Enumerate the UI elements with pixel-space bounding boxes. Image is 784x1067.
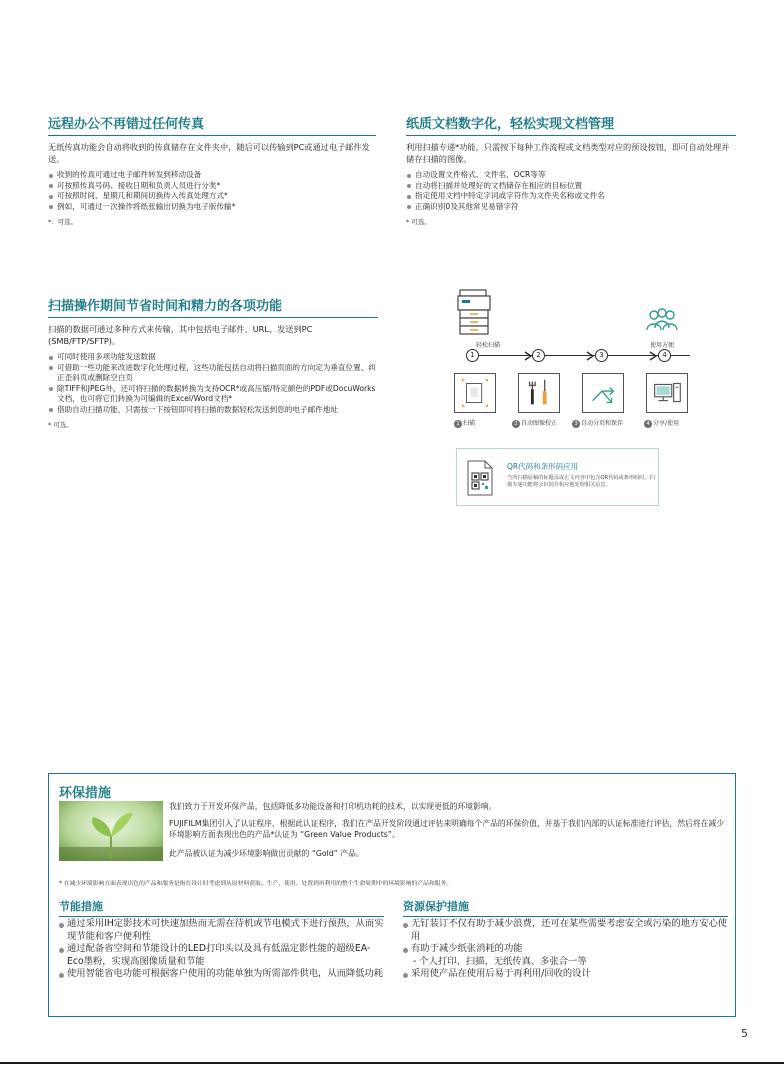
scan-title: 扫描操作期间节省时间和精力的各项功能: [48, 295, 378, 318]
resource-title: 资源保护措施: [403, 898, 728, 917]
qr-description: 当所扫描原稿的标题页或正文内容中包含QR代码或条形码时，扫描专递功能将会识别并相应地处理相关信息。: [507, 475, 655, 488]
list-item: 使用智能省电功能可根据客户使用的功能单独为所需部件供电，从而降低功耗: [59, 968, 384, 981]
computer-icon: [647, 374, 687, 412]
fax-title: 远程办公不再错过任何传真: [48, 113, 376, 136]
energy-list: [59, 918, 384, 981]
list-item: 可按照传真号码、接收日期和负责人员进行分类*: [48, 181, 376, 192]
list-item: 借助自动扫描功能，只需按一下按钮即可将扫描的数据轻松发送到您的电子邮件地址: [48, 405, 378, 416]
qr-document-icon: [467, 460, 493, 496]
env-footnote: * 在减少环境影响方面表现出色的产品和服务是指在设计时考虑到从原材料获取、生产、使用、处置到再利用的整个生命周期中的环境影响的产品和服务。: [59, 881, 453, 887]
list-item: 自动将扫描并处理好的文档储存在相应的目标位置: [406, 181, 736, 192]
step-caption: 2 自动图像校正: [512, 418, 557, 428]
step-number: 3: [595, 349, 608, 362]
digitize-note: * 可选。: [406, 218, 431, 226]
list-sub-item: - 个人打印、扫描、无纸传真、多张合一等: [413, 955, 587, 967]
step-caption: 1 扫描: [454, 418, 475, 428]
digitize-intro: 利用扫描专递*功能，只需按下每种工作流程或文档类型对应的预设按钮，即可自动处理并储存扫描的图像。: [406, 142, 730, 164]
list-item: 指定使用文档中特定字词或字符作为文件夹名称或文件名: [406, 191, 736, 202]
scan-bullets: [48, 352, 378, 415]
resource-list: [403, 918, 728, 981]
people-icon: [644, 308, 680, 332]
list-item: 自动设置文件格式、文件名、OCR等等: [406, 170, 736, 181]
arrow-right-icon: [585, 351, 595, 361]
fax-section: [48, 113, 376, 226]
list-item: 通过采用IH定影技术可快速加热而无需在待机或节电模式下进行预热，从而实现节能和客户便利性: [59, 918, 384, 943]
document-scan-icon: [455, 374, 495, 412]
bottom-rule: [0, 1062, 784, 1064]
share-step-box: [646, 373, 688, 413]
split-save-step-box: [582, 373, 624, 413]
energy-title: 节能措施: [59, 898, 384, 917]
digitize-title: 纸质文档数字化，轻松实现文档管理: [406, 113, 736, 136]
sprout-image: [59, 801, 163, 861]
list-item: 例如，可通过一次操作将纸张输出切换为电子版传输*: [48, 202, 376, 213]
env-paragraph-3: 此产品被认证为减少环境影响做出贡献的 “Gold” 产品。: [169, 849, 364, 858]
env-paragraph-1: 我们致力于开发环保产品，包括降低多功能设备和打印机功耗的技术，以实现更低的环境影响。: [169, 802, 497, 811]
list-item: 收到的传真可通过电子邮件转发到移动设备: [48, 170, 376, 181]
scan-section: [48, 295, 378, 429]
fax-intro: 无纸传真功能会自动将收到的传真储存在文件夹中，随后可以传输到PC或通过电子邮件发送。: [48, 142, 370, 164]
list-item: 可同时使用多项功能发送数据: [48, 352, 378, 363]
list-item: 无钉装订不仅有助于减少浪费，还可在某些需要考虑安全或污染的地方安心使用: [403, 918, 728, 943]
scan-note: * 可选。: [48, 421, 73, 429]
step-number: 2: [532, 349, 545, 362]
scan-step-box: [454, 373, 496, 413]
wrench-screwdriver-icon: [519, 374, 559, 412]
workflow-diagram: [452, 288, 697, 433]
qr-code-panel: [456, 448, 659, 506]
list-item: 采用使产品在使用后易于再利用/回收的设计: [403, 968, 728, 981]
list-item: 有助于减少纸张消耗的功能: [403, 943, 728, 956]
list-item: 通过配备省空间和节能设计的LED打印头以及具有低温定影性能的超级EA-Eco墨粉，实现高图像质量和节能: [59, 943, 384, 968]
list-item: 可按照时间、星期几和期间切换传入传真处理方式*: [48, 191, 376, 202]
digitize-section: [406, 113, 736, 226]
list-item: 除TIFF和JPEG外，还可将扫描的数据转换为支持OCR*或高压缩/特定颜色的PDF或DocuWorks文档，也可将它们转换为可编辑的Excel/Word文档*: [48, 384, 378, 405]
correction-step-box: [518, 373, 560, 413]
step-caption: 4 分享/使用: [644, 418, 679, 428]
fax-note: *：可选。: [48, 218, 78, 226]
step-number: 4: [658, 349, 671, 362]
printer-icon: [454, 288, 494, 336]
env-paragraph-2: FUJIFILM集团引入了认证程序，根据此认证程序，我们在产品开发阶段通过评估来明确每个产品的环保价值，并基于我们内部的认证标准进行评估，然后将在减少环境影响方面表现出色的产品*认证为 “Green Value Products”。: [169, 819, 725, 839]
arrow-right-icon: [648, 351, 658, 361]
environment-box: [48, 773, 736, 1017]
step-number: 1: [466, 349, 479, 362]
workflow-easy-scan-label: 轻松扫描: [476, 342, 501, 349]
fax-bullets: [48, 170, 376, 212]
split-arrow-icon: [583, 374, 623, 412]
workflow-convenient-label: 使用方便: [650, 342, 675, 349]
step-caption: 3 自动分页和保存: [572, 418, 623, 428]
list-item: 可借助一些功能来改进数字化处理过程，这些功能包括自动将扫描页面的方向定为垂直位置、纠正歪斜页或删除空白页: [48, 363, 378, 384]
page-number: 5: [741, 1027, 748, 1040]
digitize-bullets: [406, 170, 736, 212]
qr-title: QR代码和条形码应用: [507, 462, 579, 471]
env-title: 环保措施: [59, 786, 112, 801]
list-item: 正确识别0及其他常见易错字符: [406, 202, 736, 213]
scan-intro: 扫描的数据可通过多种方式来传输，其中包括电子邮件、URL、发送到PC (SMB/FTP/SFTP)。: [48, 324, 313, 346]
